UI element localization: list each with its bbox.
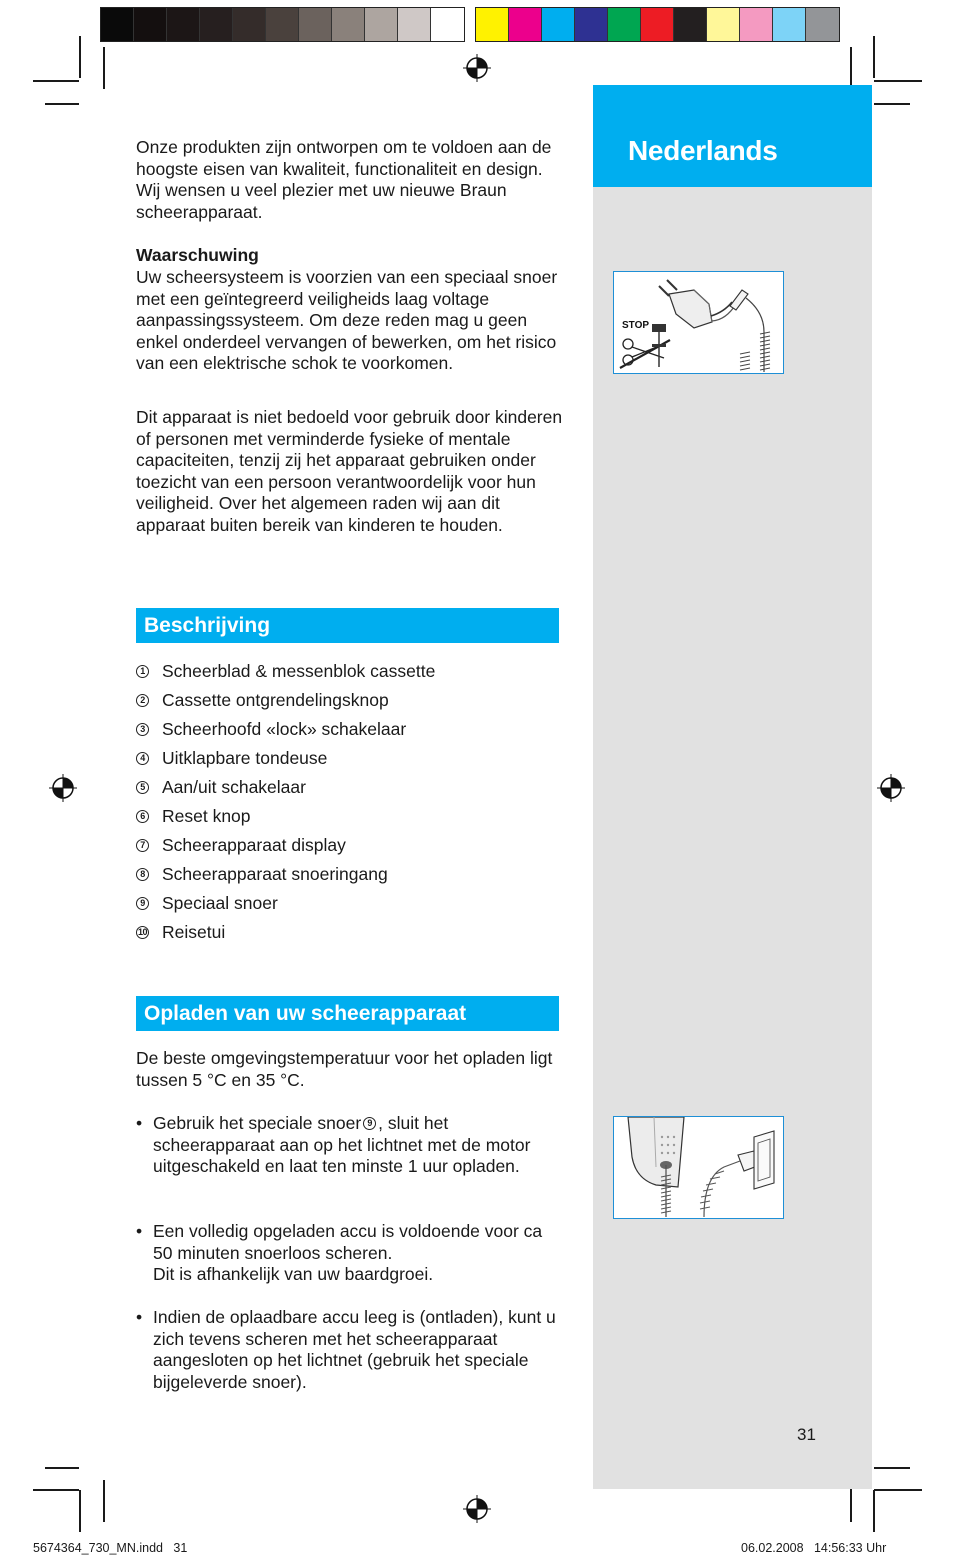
section-heading-charging: Opladen van uw scheerapparaat bbox=[136, 996, 559, 1031]
bullet-dot: • bbox=[136, 1113, 143, 1133]
color-swatch bbox=[476, 8, 509, 41]
part-number-badge: 4 bbox=[136, 752, 149, 765]
crop-mark bbox=[874, 103, 910, 105]
warning-text: Uw scheersysteem is voorzien van een speciaal snoer met een geïntegreerd veiligheids laag voltage aanpassingssysteem. Om deze reden mag u geen enkel onderdeel vervangen of bewerken, om het risico van een elektrische schok te voorkomen. bbox=[136, 267, 558, 374]
part-number-badge: 9 bbox=[363, 1117, 376, 1130]
description-item-label: Cassette ontgrendelingsknop bbox=[162, 690, 389, 710]
color-swatch bbox=[542, 8, 575, 41]
shaver-charging-illustration-icon bbox=[614, 1117, 782, 1217]
bullet-1-text-end: , sluit het scheerapparaat aan op het lichtnet met de motor uitgeschakeld en laat ten minste 1 uur opladen. bbox=[153, 1113, 531, 1177]
crop-mark bbox=[45, 1467, 79, 1469]
color-swatch bbox=[431, 8, 464, 41]
part-number-badge: 6 bbox=[136, 810, 149, 823]
stop-label: STOP bbox=[622, 320, 650, 331]
figure-plug-warning bbox=[613, 271, 784, 374]
bullet-2-text: Een volledig opgeladen accu is voldoende voor ca 50 minuten snoerloos scheren. bbox=[153, 1221, 543, 1263]
part-number-badge: 8 bbox=[136, 868, 149, 881]
footer-timestamp: 06.02.2008 14:56:33 Uhr bbox=[741, 1541, 887, 1555]
description-item-label: Aan/uit schakelaar bbox=[162, 777, 306, 797]
color-swatch bbox=[365, 8, 398, 41]
crop-mark bbox=[873, 36, 875, 78]
part-number-badge: 7 bbox=[136, 839, 149, 852]
description-item-label: Reset knop bbox=[162, 806, 251, 826]
color-swatch bbox=[707, 8, 740, 41]
description-item-label: Scheerblad & messenblok cassette bbox=[162, 661, 436, 681]
bullet-1-text-start: Gebruik het speciale snoer bbox=[153, 1113, 362, 1133]
process-color-swatches bbox=[475, 7, 840, 42]
color-swatch bbox=[200, 8, 233, 41]
section-heading-description: Beschrijving bbox=[136, 608, 559, 643]
color-swatch bbox=[773, 8, 806, 41]
warning-heading: Waarschuwing bbox=[136, 245, 259, 265]
description-item-label: Scheerhoofd «lock» schakelaar bbox=[162, 719, 407, 739]
color-swatch bbox=[332, 8, 365, 41]
color-swatch bbox=[398, 8, 431, 41]
registration-mark-icon bbox=[463, 54, 491, 82]
crop-mark bbox=[79, 1490, 81, 1532]
crop-mark bbox=[850, 47, 852, 89]
color-swatch bbox=[266, 8, 299, 41]
bullet-dot: • bbox=[136, 1307, 143, 1327]
crop-mark bbox=[45, 103, 79, 105]
description-item bbox=[136, 831, 435, 860]
color-swatch bbox=[299, 8, 332, 41]
crop-mark bbox=[874, 80, 922, 82]
gray-ramp-swatches bbox=[100, 7, 465, 42]
figure-shaver-charging bbox=[613, 1116, 784, 1219]
language-title: Nederlands bbox=[628, 135, 778, 166]
description-list bbox=[136, 657, 435, 947]
registration-mark-icon bbox=[49, 774, 77, 802]
part-number-badge: 9 bbox=[136, 897, 149, 910]
bullet-2-text-line2: Dit is afhankelijk van uw baardgroei. bbox=[153, 1264, 434, 1285]
crop-mark bbox=[874, 1467, 910, 1469]
crop-mark bbox=[103, 1480, 105, 1522]
color-swatch bbox=[167, 8, 200, 41]
registration-mark-icon bbox=[463, 1495, 491, 1523]
part-number-badge: 1 bbox=[136, 665, 149, 678]
crop-mark bbox=[33, 80, 79, 82]
crop-mark bbox=[873, 1490, 875, 1532]
color-swatch bbox=[575, 8, 608, 41]
color-swatch bbox=[608, 8, 641, 41]
bullet-dot: • bbox=[136, 1221, 143, 1241]
registration-mark-icon bbox=[877, 774, 905, 802]
bullet-3-text: Indien de oplaadbare accu leeg is (ontladen), kunt u zich tevens scheren met het scheerapparaat aangesloten op het lichtnet (gebruik het speciale bijgeleverde snoer). bbox=[153, 1307, 556, 1392]
color-swatch bbox=[806, 8, 839, 41]
description-item bbox=[136, 744, 435, 773]
description-item-label: Scheerapparaat display bbox=[162, 835, 346, 855]
crop-mark bbox=[874, 1489, 922, 1491]
crop-mark bbox=[79, 36, 81, 78]
description-item bbox=[136, 715, 435, 744]
color-swatch bbox=[233, 8, 266, 41]
color-swatch bbox=[641, 8, 674, 41]
description-item bbox=[136, 657, 435, 686]
page-number: 31 bbox=[797, 1425, 816, 1444]
color-swatch bbox=[740, 8, 773, 41]
part-number-badge: 2 bbox=[136, 694, 149, 707]
description-item bbox=[136, 918, 435, 947]
description-item-label: Uitklapbare tondeuse bbox=[162, 748, 328, 768]
description-item-label: Speciaal snoer bbox=[162, 893, 278, 913]
footer-file-info: 5674364_730_MN.indd 31 bbox=[33, 1541, 188, 1555]
part-number-badge: 3 bbox=[136, 723, 149, 736]
crop-mark bbox=[33, 1489, 79, 1491]
warning-text-children: Dit apparaat is niet bedoeld voor gebruik door kinderen of personen met verminderde fysieke of mentale capaciteiten, tenzij zij het apparaat gebruiken onder toezicht van een persoon verantwoordelijk voor hun veiligheid. Over het algemeen raden wij aan dit apparaat buiten bereik van kinderen te houden. bbox=[136, 407, 563, 535]
description-item bbox=[136, 860, 435, 889]
color-swatch bbox=[101, 8, 134, 41]
description-item bbox=[136, 802, 435, 831]
description-item-label: Scheerapparaat snoeringang bbox=[162, 864, 388, 884]
description-item bbox=[136, 889, 435, 918]
description-item bbox=[136, 686, 435, 715]
charging-intro: De beste omgevingstemperatuur voor het opladen ligt tussen 5 °C en 35 °C. bbox=[136, 1048, 553, 1090]
intro-paragraph: Onze produkten zijn ontworpen om te voldoen aan de hoogste eisen van kwaliteit, functionaliteit en design. Wij wensen u veel plezier met uw nieuwe Braun scheerapparaat. bbox=[136, 137, 552, 222]
color-swatch bbox=[674, 8, 707, 41]
description-item-label: Reisetui bbox=[162, 922, 226, 942]
color-swatch bbox=[134, 8, 167, 41]
color-swatch bbox=[509, 8, 542, 41]
part-number-badge: 5 bbox=[136, 781, 149, 794]
crop-mark bbox=[103, 47, 105, 89]
description-item bbox=[136, 773, 435, 802]
color-calibration-bar bbox=[100, 7, 854, 42]
part-number-badge: 10 bbox=[137, 927, 147, 937]
